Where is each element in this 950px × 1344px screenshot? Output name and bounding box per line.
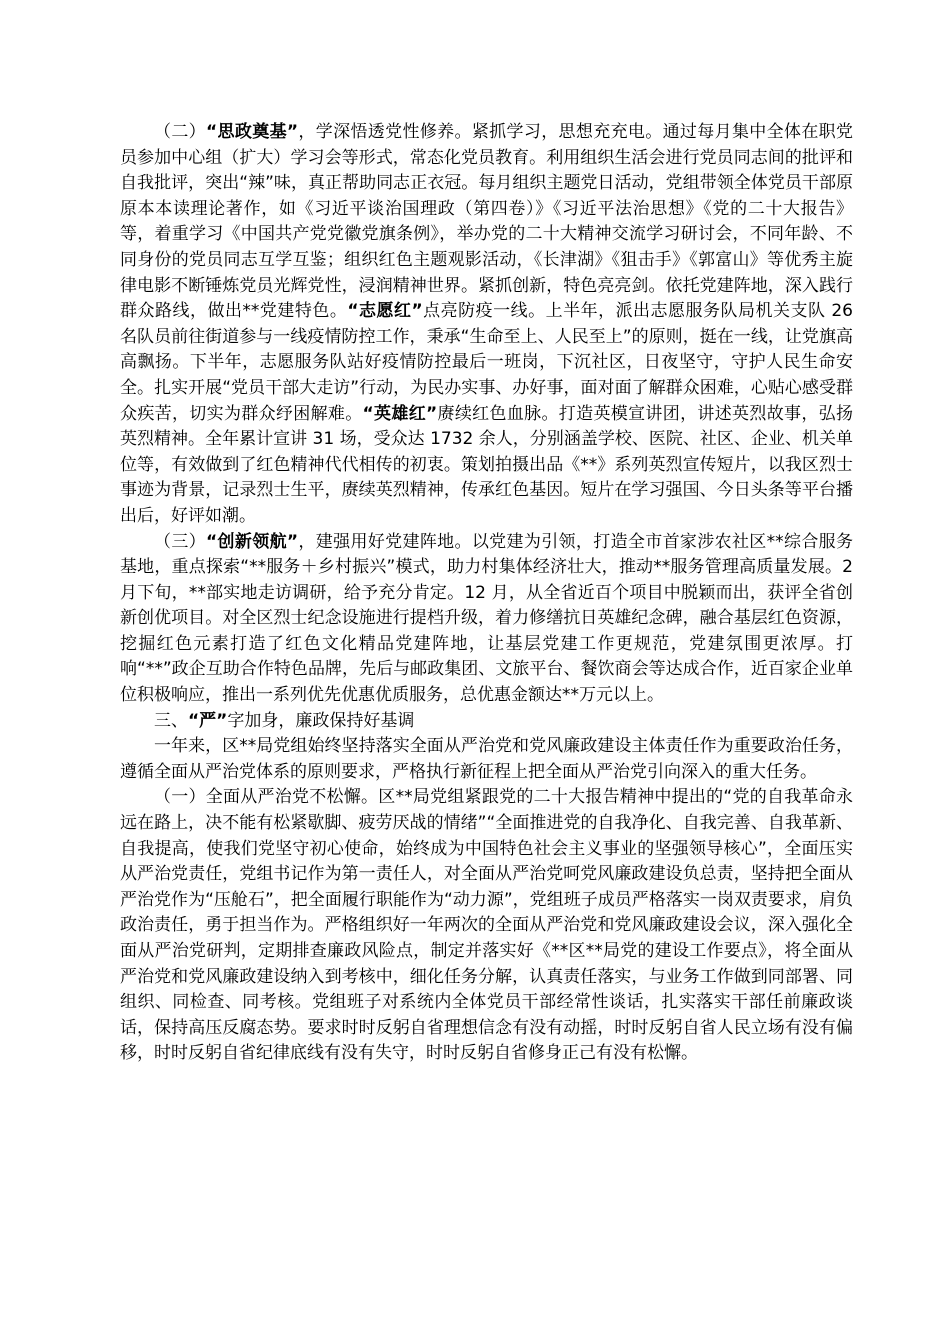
paragraph-text: （三）: [154, 531, 207, 552]
paragraph-sizheng-dianji: [120, 120, 853, 530]
paragraph-text: 一年来，区**局党组始终坚持落实全面从严治党和党风廉政建设主体责任作为重要政治任务，遵循全面从严治党体系的原则要求，严格执行新征程上把全面从严治党引向深入的重大任务。: [120, 736, 853, 782]
paragraph-congyan-zhidang: [120, 785, 853, 1067]
paragraph-text: ，建强用好党建阵地。以党建为引领，打造全市首家涉农社区**综合服务基地，重点探索“**服务＋乡村振兴”模式，助力村集体经济壮大，推动**服务管理高质量发展。2 月下旬，**部实地走访调研，给予充分肯定。12 月，从全省近百个项目中脱颖而出，获评全省创新创优项目。对全区烈士纪念设施进行提档升级，着力修缮抗日英雄纪念碑，融合基层红色资源，挖掘红色元素打造了红色文化精品党建阵地，让基层党建工作更规范，党建氛围更浓厚。打响“**”政企互助合作特色品牌，先后与邮政集团、文旅平台、餐饮商会等达成合作，近百家企业单位积极响应，推出一系列优先优惠优质服务，总优惠金额达**万元以上。: [120, 531, 854, 706]
bold-keyword: “严”: [188, 710, 228, 731]
paragraph-text: ，学深悟透党性修养。紧抓学习，思想充充电。通过每月集中全体在职党员参加中心组（扩大）学习会等形式，常态化党员教育。利用组织生活会进行党员同志间的批评和自我批评，突出“辣”味，真正帮助同志正衣冠。每月组织主题党日活动，党组带领全体党员干部原原本本读理论著作，如《习近平谈治国理政（第四卷）》《习近平法治思想》《党的二十大报告》等，着重学习《中国共产党党徽党旗条例》，举办党的二十大精神交流学习研讨会，不同年龄、不同身份的党员同志互学互鉴；组织红色主题观影活动，《长津湖》《狙击手》《郭富山》等优秀主旋律电影不断锤炼党员光辉党性，浸润精神世界。紧抓创新，特色亮亮剑。依托党建阵地，深入践行群众路线，做出**党建特色。: [120, 122, 854, 322]
bold-keyword: “创新领航”: [206, 531, 299, 552]
paragraph-text: 点亮防疫一线。上半年，派出志愿服务队局机关支队 26 名队员前往街道参与一线疫情防控工作，秉承“生命至上、人民至上”的原则，挺在一线，让党旗高高飘扬。下半年，志愿服务队站好疫情防控最后一班岗，下沉社区，日夜坚守，守护人民生命安全。扎实开展“党员干部大走访”行动，为民办实事、办好事，面对面了解群众困难，心贴心感受群众疾苦，切实为群众纾困解难。: [120, 301, 853, 424]
bold-keyword: “思政奠基”: [206, 122, 299, 142]
heading-text: 三、: [154, 710, 188, 731]
bold-keyword: “英雄红”: [362, 403, 438, 424]
paragraph-intro: [120, 734, 853, 785]
heading-text: 字加身，廉政保持好基调: [227, 710, 415, 731]
paragraph-text: （二）: [154, 122, 207, 142]
section-heading-yan: [120, 709, 853, 735]
paragraph-text: （一）全面从严治党不松懈。区**局党组紧跟党的二十大报告精神中提出的“党的自我革命永远在路上，决不能有松紧歇脚、疲劳厌战的情绪”“全面推进党的自我净化、自我完善、自我革新、自我提高，使我们党坚守初心使命，始终成为中国特色社会主义事业的坚强领导核心”，全面压实从严治党责任，党组书记作为第一责任人，对全面从严治党呵党风廉政建设负总责，坚持把全面从严治党作为“压舱石”，把全面履行职能作为“动力源”，党组班子成员严格落实一岗双责要求，肩负政治责任，勇于担当作为。严格组织好一年两次的全面从严治党和党风廉政建设会议，深入强化全面从严治党研判，定期排查廉政风险点，制定并落实好《**区**局党的建设工作要点》，将全面从严治党和党风廉政建设纳入到考核中，细化任务分解，认真责任落实，与业务工作做到同部署、同组织、同检查、同考核。党组班子对系统内全体党员干部经常性谈话，扎实落实干部任前廉政谈话，保持高压反腐态势。要求时时反躬自省理想信念有没有动摇，时时反躬自省人民立场有没有偏移，时时反躬自省纪律底线有没有失守，时时反躬自省修身正己有没有松懈。: [120, 787, 853, 1064]
paragraph-text: 赓续红色血脉。打造英模宣讲团，讲述英烈故事，弘扬英烈精神。全年累计宣讲 31 场，受众达 1732 余人，分别涵盖学校、医院、社区、企业、机关单位等，有效做到了红色精神代代相传的初衷。策划拍摄出品《**》系列英烈宣传短片，以我区烈士事迹为背景，记录烈士生平，赓续英烈精神，传承红色基因。短片在学习强国、今日头条等平台播出后，好评如潮。: [120, 403, 853, 526]
document-body: [120, 120, 853, 1067]
paragraph-chuangxin-linghang: [120, 530, 853, 709]
bold-keyword: “志愿红”: [347, 301, 423, 322]
